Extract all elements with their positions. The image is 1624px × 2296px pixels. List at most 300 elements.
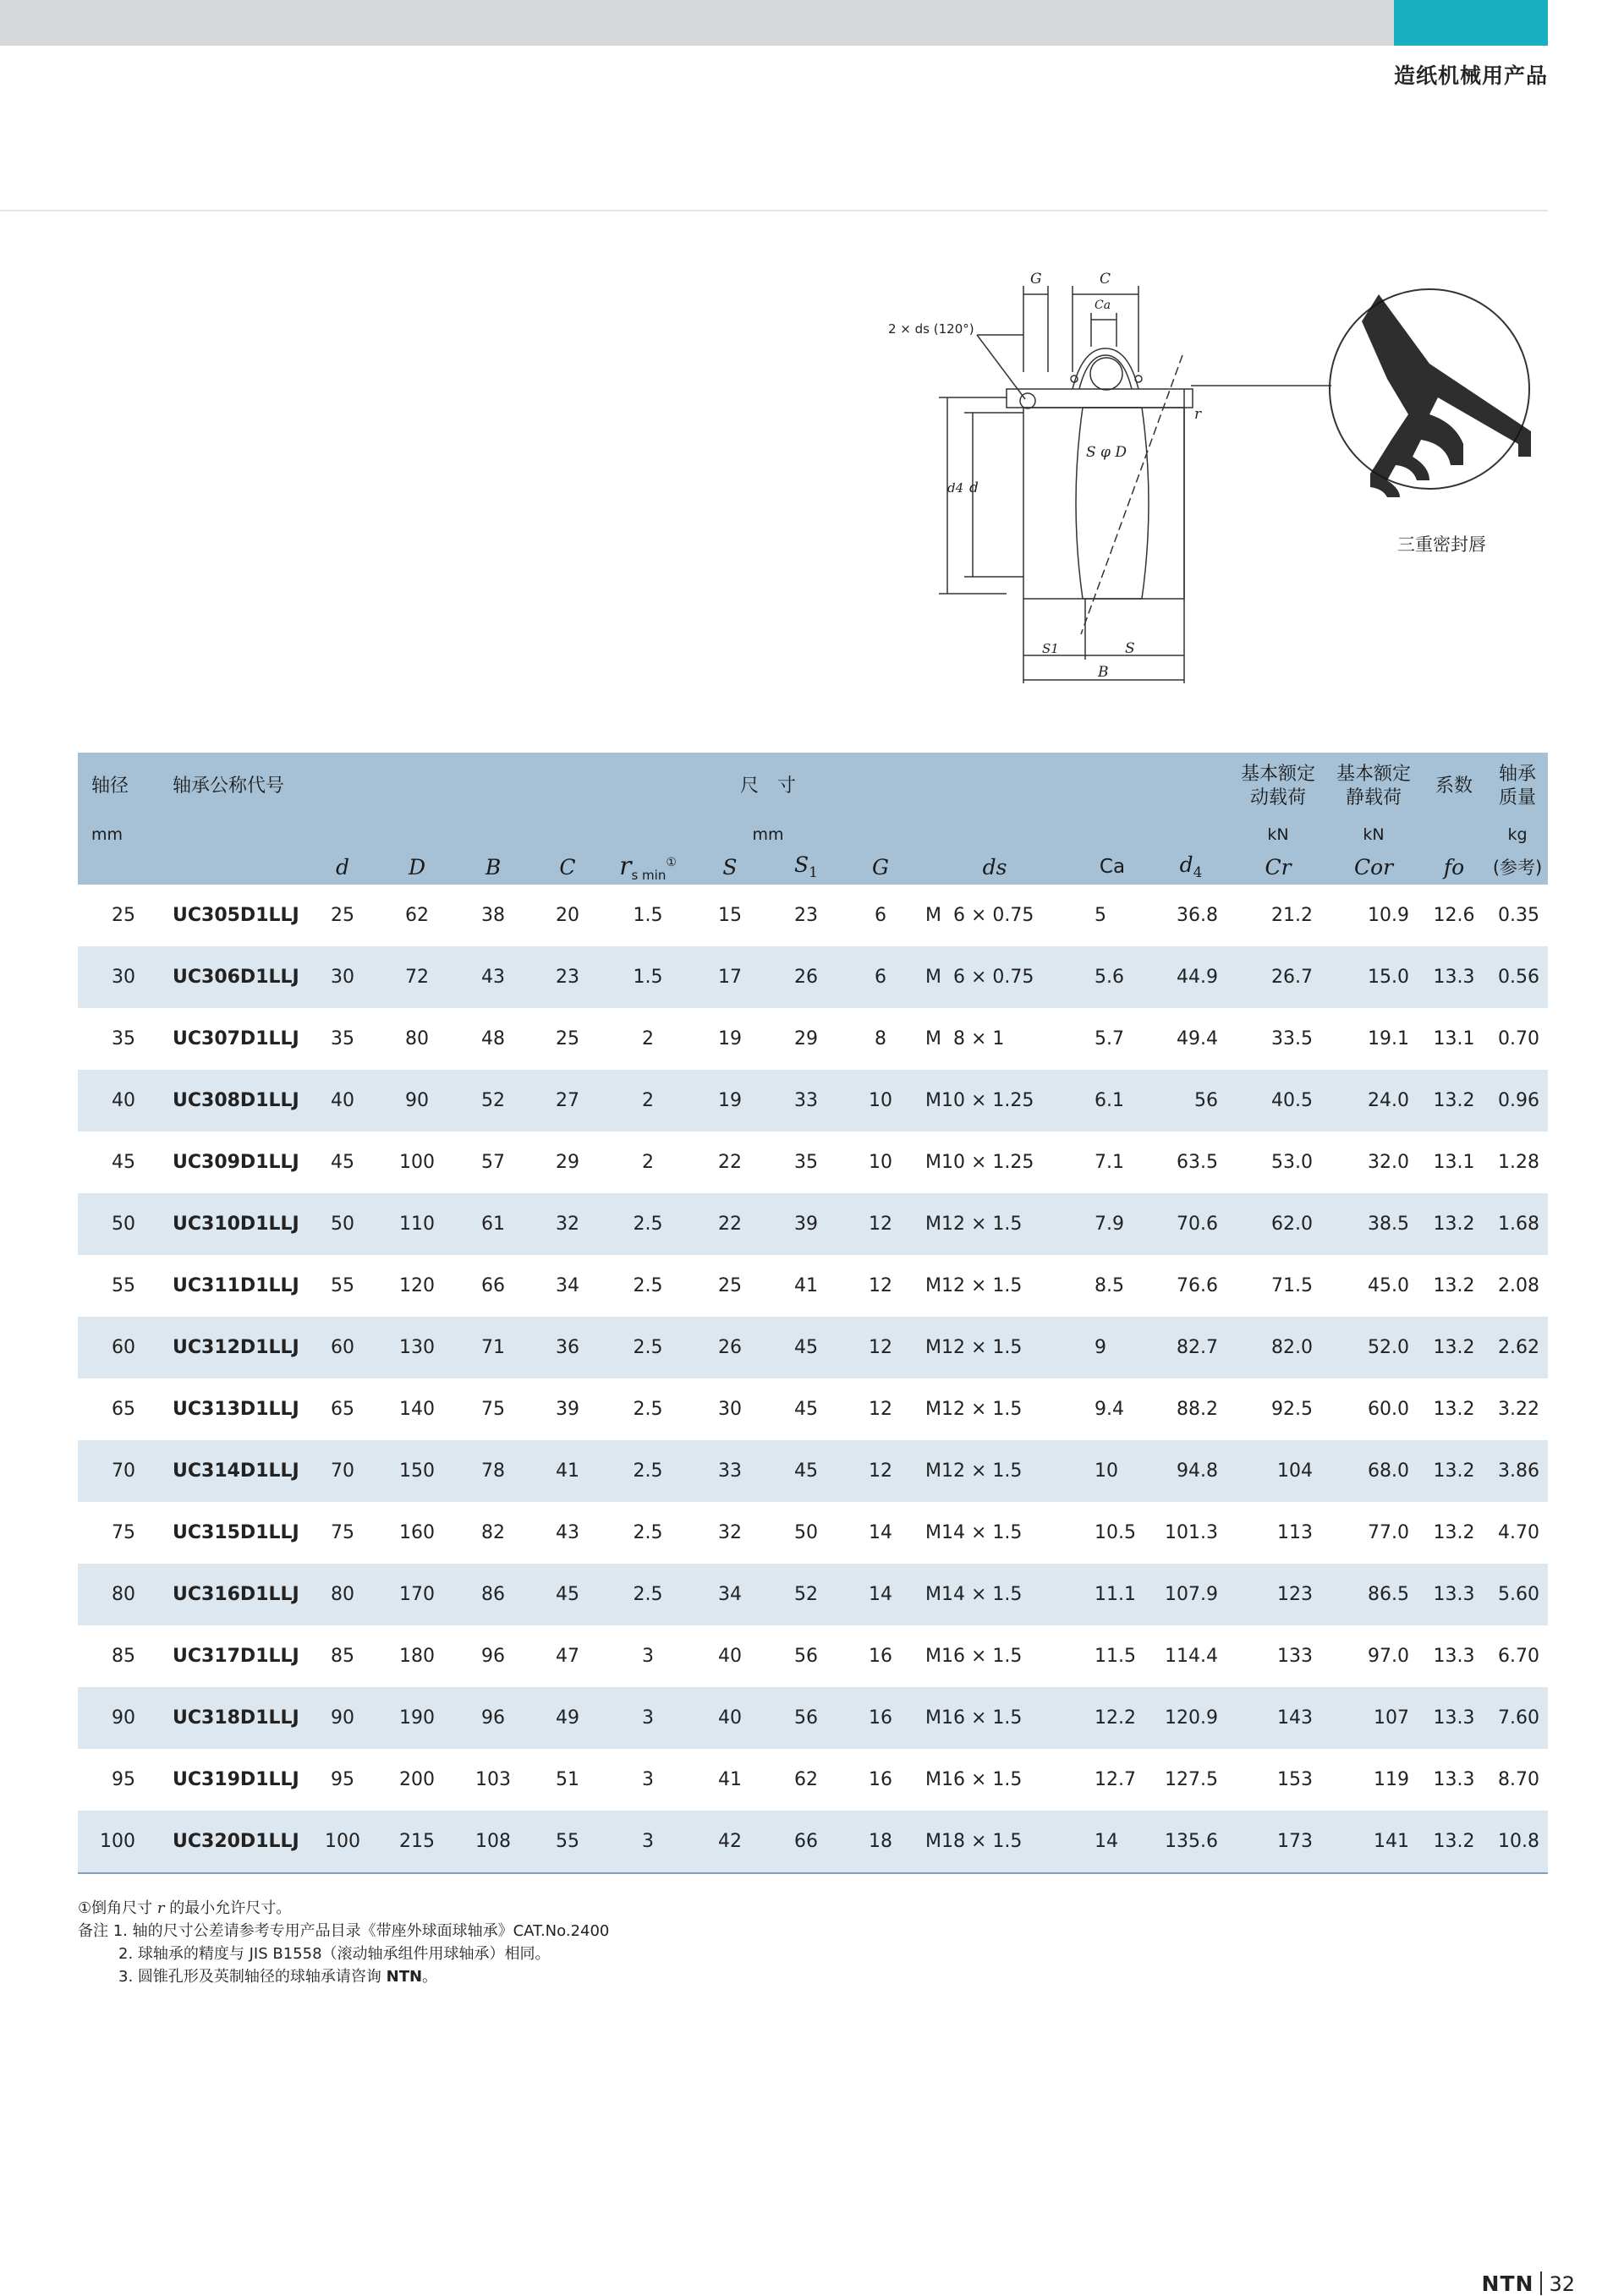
table-cell: 70: [78, 1440, 154, 1502]
table-cell: 85: [112, 1646, 135, 1667]
table-cell: 9: [1073, 1317, 1152, 1378]
label-S: S: [1125, 640, 1135, 657]
table-cell: 141: [1326, 1811, 1421, 1873]
sym-d: d: [306, 849, 379, 885]
table-cell: 15: [718, 905, 742, 926]
sym-Cr: Cr: [1230, 849, 1326, 885]
table-cell: 160: [399, 1522, 435, 1543]
table-cell: M16 × 1.5: [917, 1687, 1073, 1749]
table-cell: 153: [1277, 1769, 1314, 1790]
table-cell: 25: [112, 905, 135, 926]
page-number: 32: [1549, 2272, 1575, 2296]
sym-G: G: [844, 849, 917, 885]
table-cell: 47: [556, 1646, 579, 1667]
table-cell: 65: [112, 1399, 135, 1420]
table-cell: UC312D1LLJ: [154, 1317, 306, 1378]
table-cell: UC307D1LLJ: [173, 1028, 299, 1049]
table-cell: 3.86: [1487, 1440, 1548, 1502]
table-cell: 130: [379, 1317, 455, 1378]
sym-fo: fo: [1421, 849, 1487, 885]
table-cell: 10.8: [1487, 1811, 1548, 1873]
table-cell: 11.5: [1095, 1646, 1136, 1667]
table-cell: 150: [379, 1440, 455, 1502]
table-cell: 8.70: [1498, 1769, 1540, 1790]
table-cell: 85: [331, 1646, 354, 1667]
table-cell: 92.5: [1271, 1399, 1314, 1420]
table-cell: 2.5: [604, 1193, 692, 1255]
table-cell: 56: [768, 1687, 844, 1749]
table-cell: 2.5: [604, 1317, 692, 1378]
table-cell: 38: [481, 905, 505, 926]
table-cell: 13.1: [1433, 1152, 1475, 1173]
table-cell: 9.4: [1095, 1399, 1124, 1420]
table-cell: 123: [1230, 1564, 1326, 1625]
table-cell: UC316D1LLJ: [154, 1564, 306, 1625]
table-cell: 3: [642, 1646, 654, 1667]
table-cell: 50: [794, 1522, 818, 1543]
sym-S1: $S_1$: [768, 849, 844, 885]
sym-Cor: Cor: [1326, 849, 1421, 885]
label-Ca: Ca: [1095, 299, 1111, 312]
note-1: ①倒角尺寸 r 的最小允许尺寸。: [78, 1899, 292, 1917]
table-cell: 32.0: [1368, 1152, 1410, 1173]
table-cell: 62: [405, 905, 429, 926]
table-cell: M12 × 1.5: [917, 1317, 1073, 1378]
table-cell: 49: [531, 1687, 604, 1749]
table-cell: 5.6: [1073, 946, 1152, 1008]
table-cell: 95: [331, 1769, 354, 1790]
th-unit-kn-2: kN: [1326, 820, 1421, 849]
table-cell: M16 × 1.5: [925, 1646, 1023, 1667]
table-cell: 13.2: [1421, 1070, 1487, 1132]
table-cell: 75: [481, 1399, 505, 1420]
sym-Ca: Ca: [1073, 849, 1152, 885]
table-cell: 40: [718, 1646, 742, 1667]
table-cell: 45: [112, 1152, 135, 1173]
th-cr: 基本额定 动载荷: [1230, 753, 1326, 820]
table-cell: 38.5: [1326, 1193, 1421, 1255]
table-cell: 29: [794, 1028, 818, 1049]
table-cell: 72: [379, 946, 455, 1008]
table-cell: 66: [768, 1811, 844, 1873]
table-cell: 2.5: [633, 1399, 663, 1420]
table-cell: 200: [399, 1769, 435, 1790]
table-cell: 71: [455, 1317, 531, 1378]
table-cell: 52: [768, 1564, 844, 1625]
table-cell: 20: [556, 905, 579, 926]
table-cell: 82: [481, 1522, 505, 1543]
table-cell: 39: [768, 1193, 844, 1255]
table-row: [78, 1193, 1548, 1255]
table-cell: 1.5: [633, 905, 663, 926]
note-4: 3. 圆锥孔形及英制轴径的球轴承请咨询 NTN。: [118, 1968, 438, 1986]
table-cell: 2.5: [604, 1440, 692, 1502]
sym-d4: $d_4$: [1152, 849, 1230, 885]
table-cell: 70.6: [1152, 1193, 1230, 1255]
table-cell: 29: [556, 1152, 579, 1173]
table-cell: 35: [112, 1028, 135, 1049]
table-cell: 10.9: [1368, 905, 1410, 926]
table-cell: M12 × 1.5: [925, 1399, 1023, 1420]
th-unit-mm-1: mm: [78, 820, 154, 849]
table-cell: 0.70: [1498, 1028, 1540, 1049]
label-d4: d4: [947, 480, 964, 496]
table-cell: 30: [78, 946, 154, 1008]
table-cell: 13.3: [1421, 946, 1487, 1008]
table-cell: 60: [78, 1317, 154, 1378]
sym-S: S: [692, 849, 768, 885]
table-cell: 101.3: [1165, 1522, 1219, 1543]
table-cell: 1.5: [604, 946, 692, 1008]
table-cell: 50: [306, 1193, 379, 1255]
th-dimensions: 尺 寸: [306, 753, 1230, 820]
table-cell: 40.5: [1230, 1070, 1326, 1132]
table-cell: UC310D1LLJ: [154, 1193, 306, 1255]
table-cell: 12: [869, 1399, 892, 1420]
table-cell: 26: [768, 946, 844, 1008]
table-cell: 23: [794, 905, 818, 926]
table-cell: 35: [794, 1152, 818, 1173]
table-cell: 65: [331, 1399, 354, 1420]
table-cell: 2: [642, 1028, 654, 1049]
table-cell: 13.2: [1421, 1317, 1487, 1378]
table-cell: 51: [556, 1769, 579, 1790]
sym-C: C: [531, 849, 604, 885]
table-cell: 180: [399, 1646, 435, 1667]
table-cell: UC317D1LLJ: [173, 1646, 299, 1667]
th-bearing-no: 轴承公称代号: [154, 753, 306, 820]
table-cell: 55: [331, 1275, 354, 1296]
table-cell: 80: [405, 1028, 429, 1049]
table-cell: 16: [869, 1769, 892, 1790]
table-cell: 86.5: [1326, 1564, 1421, 1625]
table-cell: 94.8: [1152, 1440, 1230, 1502]
table-cell: M10 × 1.25: [917, 1070, 1073, 1132]
table-cell: 10: [869, 1152, 892, 1173]
table-cell: 103: [475, 1769, 511, 1790]
table-cell: 75: [112, 1522, 135, 1543]
table-cell: UC319D1LLJ: [173, 1769, 299, 1790]
table-cell: 71.5: [1271, 1275, 1314, 1296]
table-cell: 32: [718, 1522, 742, 1543]
th-unit-kn-1: kN: [1230, 820, 1326, 849]
table-cell: 10: [844, 1070, 917, 1132]
table-cell: 119: [1374, 1769, 1410, 1790]
table-cell: 36.8: [1177, 905, 1219, 926]
table-cell: 56: [794, 1646, 818, 1667]
table-cell: 215: [379, 1811, 455, 1873]
table-cell: 16: [869, 1646, 892, 1667]
table-cell: 45: [531, 1564, 604, 1625]
table-cell: 90: [379, 1070, 455, 1132]
table-cell: 107: [1326, 1687, 1421, 1749]
table-cell: 19: [692, 1070, 768, 1132]
table-cell: 56: [1152, 1070, 1230, 1132]
table-cell: 12: [844, 1440, 917, 1502]
table-cell: 135.6: [1152, 1811, 1230, 1873]
table-cell: 90: [306, 1687, 379, 1749]
table-cell: 120.9: [1152, 1687, 1230, 1749]
table-cell: 78: [455, 1440, 531, 1502]
table-cell: 6.70: [1498, 1646, 1540, 1667]
table-cell: 17: [692, 946, 768, 1008]
table-cell: 40: [692, 1687, 768, 1749]
table-cell: 13.3: [1421, 1564, 1487, 1625]
table-cell: 3: [604, 1811, 692, 1873]
table-cell: 45: [331, 1152, 354, 1173]
table-row: [78, 1378, 1548, 1440]
table-cell: 0.35: [1498, 905, 1540, 926]
table-cell: 45.0: [1368, 1275, 1410, 1296]
table-cell: 52: [455, 1070, 531, 1132]
note-2: 备注 1. 轴的尺寸公差请参考专用产品目录《带座外球面球轴承》CAT.No.2400: [78, 1922, 610, 1940]
table-cell: 113: [1277, 1522, 1314, 1543]
table-cell: 82.7: [1152, 1317, 1230, 1378]
table-cell: UC306D1LLJ: [154, 946, 306, 1008]
label-d: d: [969, 479, 979, 496]
table-cell: 57: [481, 1152, 505, 1173]
table-cell: 100: [78, 1811, 154, 1873]
sym-r: $r_{s min}^①$: [604, 849, 692, 885]
table-cell: 43: [556, 1522, 579, 1543]
table-cell: 62.0: [1230, 1193, 1326, 1255]
bearing-drawing: [888, 271, 1565, 710]
table-cell: 170: [379, 1564, 455, 1625]
table-cell: 7.60: [1487, 1687, 1548, 1749]
label-r: r: [1194, 406, 1202, 423]
table-cell: 36: [531, 1317, 604, 1378]
table-cell: 120: [399, 1275, 435, 1296]
table-cell: 8: [875, 1028, 886, 1049]
table-cell: 104: [1230, 1440, 1326, 1502]
table-cell: 55: [112, 1275, 135, 1296]
table-cell: 1.68: [1487, 1193, 1548, 1255]
sym-D: D: [379, 849, 455, 885]
brand-logo: NTN: [1481, 2271, 1534, 2296]
table-cell: 95: [112, 1769, 135, 1790]
table-cell: 190: [379, 1687, 455, 1749]
page-footer: [1482, 2271, 1575, 2296]
table-cell: 13.1: [1433, 1028, 1475, 1049]
table-cell: M14 × 1.5: [925, 1522, 1023, 1543]
table-cell: 6: [875, 905, 886, 926]
table-cell: 16: [844, 1687, 917, 1749]
table-cell: 61: [455, 1193, 531, 1255]
table-row: [78, 946, 1548, 1008]
table-cell: 127.5: [1165, 1769, 1219, 1790]
th-unit-kg: kg: [1487, 820, 1548, 849]
table-row: [78, 1008, 1548, 1070]
table-cell: 173: [1230, 1811, 1326, 1873]
table-cell: 34: [692, 1564, 768, 1625]
table-cell: M12 × 1.5: [917, 1440, 1073, 1502]
table-cell: 14: [1073, 1811, 1152, 1873]
table-cell: 15.0: [1326, 946, 1421, 1008]
table-cell: 96: [481, 1646, 505, 1667]
table-cell: 70: [306, 1440, 379, 1502]
table-cell: 13.2: [1433, 1522, 1475, 1543]
table-cell: UC309D1LLJ: [173, 1152, 299, 1173]
table-cell: 3: [642, 1769, 654, 1790]
table-cell: 49.4: [1177, 1028, 1219, 1049]
footnotes: [78, 1897, 609, 1988]
table-row: [78, 1255, 1548, 1317]
section-tab: [1394, 0, 1548, 46]
table-cell: 3.22: [1498, 1399, 1540, 1420]
table-cell: 26: [692, 1317, 768, 1378]
table-cell: M 6 × 0.75: [925, 905, 1034, 926]
table-cell: 14: [844, 1564, 917, 1625]
table-cell: 75: [331, 1522, 354, 1543]
table-cell: 107.9: [1152, 1564, 1230, 1625]
table-cell: 34: [556, 1275, 579, 1296]
label-ds: 2 × ds (120°): [888, 321, 974, 337]
table-cell: 2.5: [604, 1564, 692, 1625]
table-cell: 76.6: [1177, 1275, 1219, 1296]
table-cell: 0.56: [1487, 946, 1548, 1008]
sym-B: B: [455, 849, 531, 885]
table-cell: 60: [306, 1317, 379, 1378]
table-cell: 88.2: [1177, 1399, 1219, 1420]
table-row: [78, 1564, 1548, 1625]
table-cell: 13.2: [1433, 1275, 1475, 1296]
table-cell: 114.4: [1165, 1646, 1219, 1667]
table-cell: 30: [718, 1399, 742, 1420]
table-cell: 133: [1277, 1646, 1314, 1667]
label-C: C: [1100, 271, 1111, 288]
table-cell: 4.70: [1498, 1522, 1540, 1543]
seal-caption: 三重密封唇: [1397, 534, 1486, 555]
table-cell: 5.60: [1487, 1564, 1548, 1625]
table-cell: 80: [78, 1564, 154, 1625]
table-cell: 2.5: [633, 1275, 663, 1296]
table-row: [78, 1502, 1548, 1564]
table-row: [78, 1132, 1548, 1193]
table-cell: M16 × 1.5: [925, 1769, 1023, 1790]
table-cell: 13.2: [1433, 1399, 1475, 1420]
table-cell: 50: [78, 1193, 154, 1255]
table-cell: 45: [794, 1399, 818, 1420]
table-row: [78, 1687, 1548, 1749]
table-cell: UC318D1LLJ: [154, 1687, 306, 1749]
table-cell: 33.5: [1271, 1028, 1314, 1049]
table-cell: 108: [455, 1811, 531, 1873]
table-cell: 11.1: [1073, 1564, 1152, 1625]
table-cell: 41: [531, 1440, 604, 1502]
table-cell: 24.0: [1326, 1070, 1421, 1132]
th-unit-mm-2: mm: [306, 820, 1230, 849]
label-G: G: [1030, 271, 1042, 288]
table-cell: 13.3: [1433, 1769, 1475, 1790]
th-factor: 系数: [1421, 753, 1487, 820]
table-cell: 6.1: [1073, 1070, 1152, 1132]
table-cell: 10.5: [1095, 1522, 1136, 1543]
table-cell: 14: [869, 1522, 892, 1543]
table-cell: UC313D1LLJ: [173, 1399, 299, 1420]
th-cor: 基本额定 静载荷: [1326, 753, 1421, 820]
top-bar: [0, 0, 1394, 46]
table-cell: M 6 × 0.75: [917, 946, 1073, 1008]
table-cell: 13.3: [1433, 1646, 1475, 1667]
table-cell: 0.96: [1487, 1070, 1548, 1132]
table-cell: 86: [455, 1564, 531, 1625]
table-cell: 12: [844, 1317, 917, 1378]
table-cell: 22: [692, 1193, 768, 1255]
table-cell: 62: [794, 1769, 818, 1790]
table-cell: 2.5: [633, 1522, 663, 1543]
table-cell: 82.0: [1230, 1317, 1326, 1378]
table-cell: UC308D1LLJ: [154, 1070, 306, 1132]
table-cell: 42: [692, 1811, 768, 1873]
table-cell: M18 × 1.5: [917, 1811, 1073, 1873]
table-cell: 2: [604, 1070, 692, 1132]
table-row: [78, 1070, 1548, 1132]
table-cell: UC311D1LLJ: [173, 1275, 299, 1296]
table-cell: 143: [1230, 1687, 1326, 1749]
table-cell: 3: [604, 1687, 692, 1749]
table-cell: 30: [306, 946, 379, 1008]
table-cell: 44.9: [1152, 946, 1230, 1008]
table-cell: M 8 × 1: [925, 1028, 1005, 1049]
table-cell: M14 × 1.5: [917, 1564, 1073, 1625]
note-3: 2. 球轴承的精度与 JIS B1558（滚动轴承组件用球轴承）相同。: [118, 1945, 551, 1963]
table-row: [78, 1625, 1548, 1687]
table-cell: 5: [1095, 905, 1106, 926]
table-row: [78, 1749, 1548, 1811]
table-cell: 35: [331, 1028, 354, 1049]
table-cell: 25: [556, 1028, 579, 1049]
table-cell: 45: [768, 1317, 844, 1378]
table-cell: 77.0: [1368, 1522, 1410, 1543]
table-cell: 45: [768, 1440, 844, 1502]
table-cell: 110: [379, 1193, 455, 1255]
table-cell: 100: [399, 1152, 435, 1173]
table-row: [78, 1317, 1548, 1378]
table-cell: UC314D1LLJ: [154, 1440, 306, 1502]
table-cell: 53.0: [1271, 1152, 1314, 1173]
table-cell: 68.0: [1326, 1440, 1421, 1502]
table-cell: 1.28: [1498, 1152, 1540, 1173]
table-cell: M10 × 1.25: [925, 1152, 1034, 1173]
table-cell: 26.7: [1230, 946, 1326, 1008]
label-SphiD: S φ D: [1086, 444, 1127, 461]
table-row: [78, 885, 1548, 946]
table-cell: 27: [531, 1070, 604, 1132]
table-cell: 13.2: [1421, 1440, 1487, 1502]
table-cell: 90: [78, 1687, 154, 1749]
table-cell: 12.2: [1073, 1687, 1152, 1749]
table-cell: 40: [306, 1070, 379, 1132]
table-cell: 39: [556, 1399, 579, 1420]
table-cell: UC305D1LLJ: [173, 905, 299, 926]
table-cell: M12 × 1.5: [925, 1275, 1023, 1296]
table-cell: 18: [844, 1811, 917, 1873]
table-cell: 7.1: [1095, 1152, 1124, 1173]
table-cell: 2.08: [1498, 1275, 1540, 1296]
table-cell: 5.7: [1095, 1028, 1124, 1049]
table-cell: 2.62: [1487, 1317, 1548, 1378]
sym-ref: (参考): [1487, 849, 1548, 885]
table-cell: 41: [718, 1769, 742, 1790]
table-cell: 80: [306, 1564, 379, 1625]
table-cell: 48: [481, 1028, 505, 1049]
table-cell: 66: [481, 1275, 505, 1296]
table-cell: 23: [531, 946, 604, 1008]
section-title: 造纸机械用产品: [1393, 63, 1548, 88]
table-cell: 63.5: [1177, 1152, 1219, 1173]
table-cell: 22: [718, 1152, 742, 1173]
table-cell: 12.6: [1433, 905, 1475, 926]
